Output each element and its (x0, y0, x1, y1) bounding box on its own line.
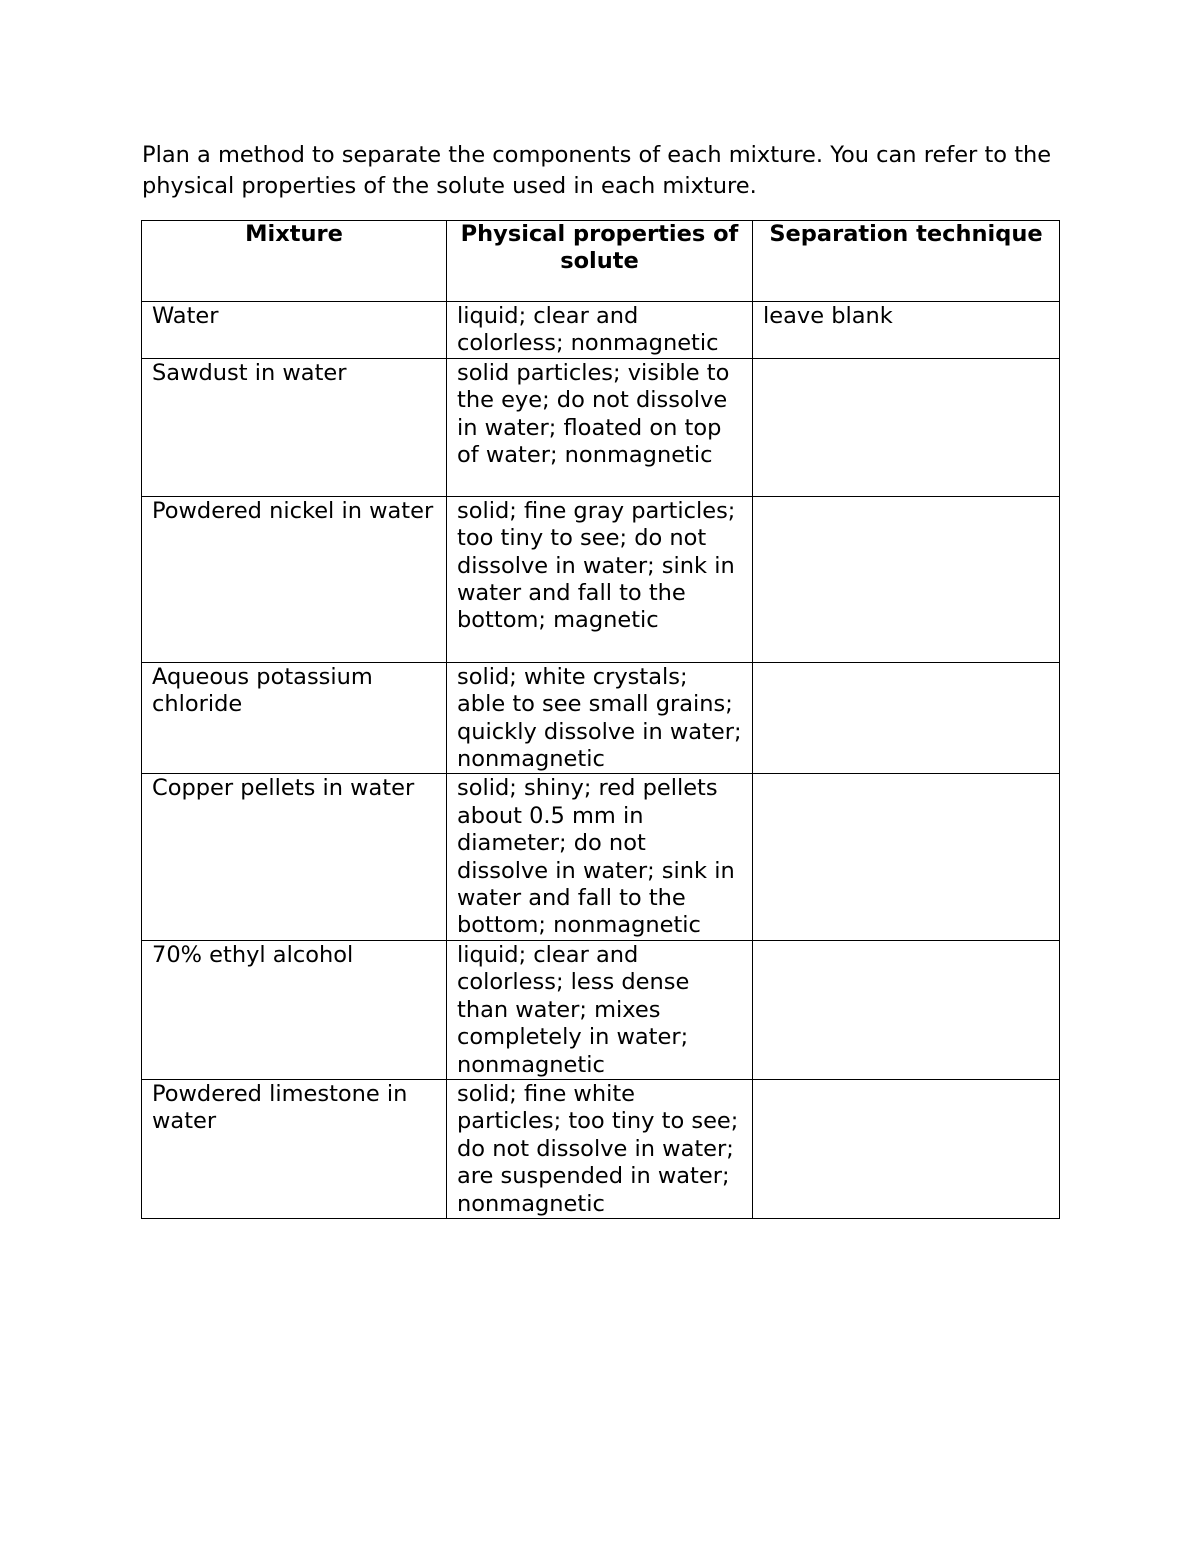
mixture-cell: Sawdust in water (142, 358, 447, 496)
table-row (142, 1079, 1060, 1218)
properties-cell: liquid; clear and colorless; less dense than water; mixes completely in water; nonmagnetic (447, 940, 753, 1079)
properties-cell: solid; white crystals; able to see small grains; quickly dissolve in water; nonmagnetic (447, 662, 753, 774)
table-row (142, 358, 1060, 496)
technique-cell[interactable]: leave blank (753, 302, 1060, 359)
table-row (142, 302, 1060, 359)
properties-cell: solid; fine white particles; too tiny to see; do not dissolve in water; are suspended in water; nonmagnetic (447, 1079, 753, 1218)
technique-cell[interactable] (753, 774, 1060, 940)
technique-cell[interactable] (753, 496, 1060, 662)
mixture-cell: Powdered limestone in water (142, 1079, 447, 1218)
table-row (142, 496, 1060, 662)
mixture-cell: Powdered nickel in water (142, 496, 447, 662)
mixture-cell: Water (142, 302, 447, 359)
instructions-text: Plan a method to separate the components of each mixture. You can refer to the physical properties of the solute used in each mixture. (142, 142, 1052, 199)
table-header-row (142, 221, 1060, 302)
technique-cell[interactable] (753, 1079, 1060, 1218)
technique-cell[interactable] (753, 662, 1060, 774)
properties-cell: liquid; clear and colorless; nonmagnetic (447, 302, 753, 359)
properties-cell: solid; shiny; red pellets about 0.5 mm in diameter; do not dissolve in water; sink in water and fall to the bottom; nonmagnetic (447, 774, 753, 940)
header-separation-technique: Separation technique (753, 221, 1060, 302)
properties-cell: solid particles; visible to the eye; do not dissolve in water; floated on top of water; nonmagnetic (447, 358, 753, 496)
technique-cell[interactable] (753, 940, 1060, 1079)
header-mixture: Mixture (142, 221, 447, 302)
table-row (142, 662, 1060, 774)
technique-cell[interactable] (753, 358, 1060, 496)
mixture-cell: Aqueous potassium chloride (142, 662, 447, 774)
separation-table (141, 220, 1060, 1219)
mixture-cell: Copper pellets in water (142, 774, 447, 940)
properties-cell: solid; fine gray particles; too tiny to see; do not dissolve in water; sink in water and fall to the bottom; magnetic (447, 496, 753, 662)
mixture-cell: 70% ethyl alcohol (142, 940, 447, 1079)
header-physical-properties: Physical properties of solute (447, 221, 753, 302)
table-row (142, 940, 1060, 1079)
table-row (142, 774, 1060, 940)
